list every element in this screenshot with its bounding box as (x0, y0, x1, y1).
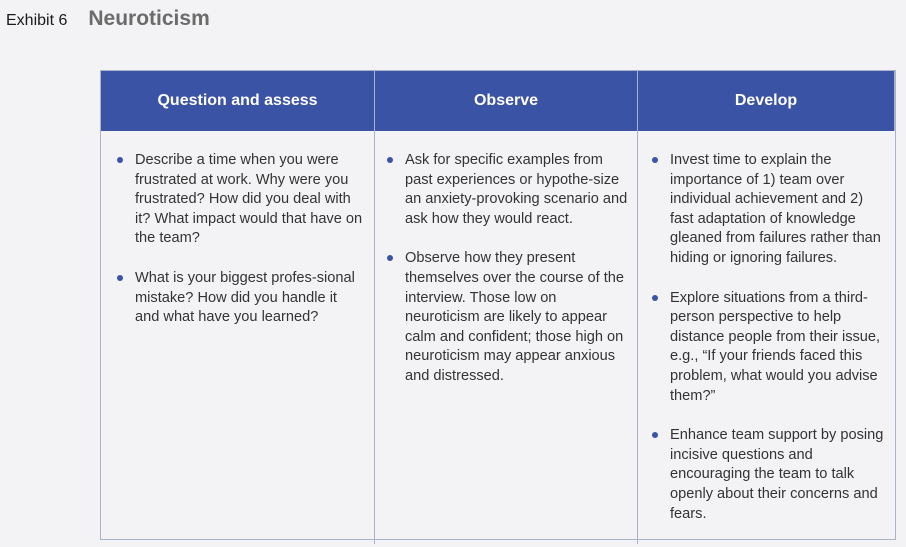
column-heading-question-and-assess: Question and assess (101, 71, 375, 131)
bullet-list (650, 151, 889, 524)
exhibit-header (6, 7, 210, 31)
bullet-item: What is your biggest profes-sional mistake? How did you handle it and what have you learned? (115, 269, 364, 328)
question-and-assess-cell (101, 131, 375, 544)
column-heading-develop: Develop (638, 71, 895, 131)
develop-cell (638, 131, 895, 544)
bullet-item: Explore situations from a third-person perspective to help distance people from their issue, e.g., “If your friends faced this problem, what would you advise them?” (650, 289, 889, 407)
exhibit-label: Exhibit 6 (6, 12, 68, 29)
bullet-item: Describe a time when you were frustrated at work. Why were you frustrated? How did you deal with it? What impact would that have on the team? (115, 151, 364, 249)
column-heading-observe: Observe (375, 71, 638, 131)
bullet-item: Observe how they present themselves over the course of the interview. Those low on neuroticism are likely to appear calm and confident; those high on neuroticism may appear anxious and distressed. (385, 249, 629, 386)
bullet-list (115, 151, 364, 328)
bullet-item: Invest time to explain the importance of 1) team over individual achievement and 2) fast adaptation of knowledge gleaned from failures rather than hiding or ignoring failures. (650, 151, 889, 269)
neuroticism-table (100, 70, 896, 540)
observe-cell (375, 131, 638, 544)
bullet-list (385, 151, 629, 387)
bullet-item: Ask for specific examples from past experiences or hypothe-size an anxiety-provoking scenario and ask how they would react. (385, 151, 629, 229)
exhibit-title: Neuroticism (88, 7, 210, 30)
bullet-item: Enhance team support by posing incisive questions and encouraging the team to talk openly about their concerns and fears. (650, 426, 889, 524)
